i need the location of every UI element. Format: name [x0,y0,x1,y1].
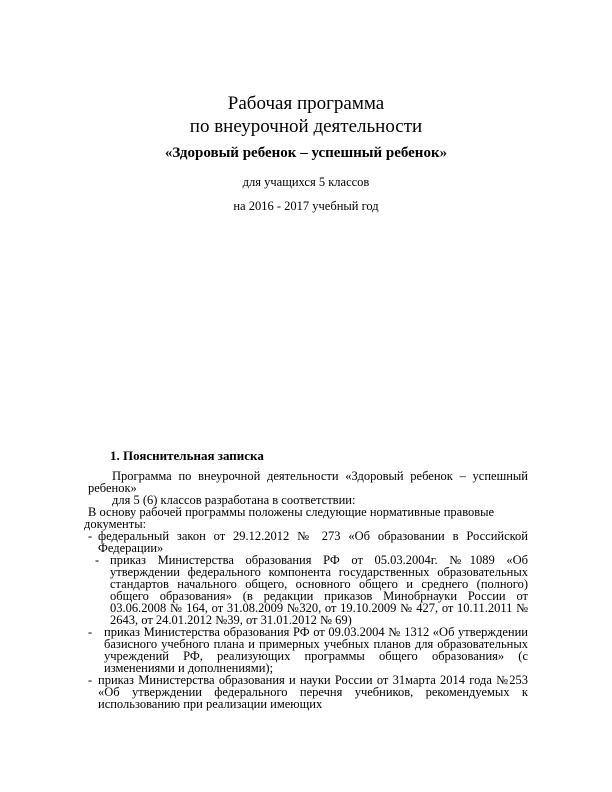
intro-paragraph: Программа по внеурочной деятельности «Здоровый ребенок – успешный ребенок» [88,469,528,495]
list-item [88,530,528,554]
document-title-line-1: Рабочая программа [227,93,385,114]
list-item-text: приказ Министерства образования РФ от 09.03.2004 № 1312 «Об утверждении базисного учебного плана и примерных учебных планов для образовательных учреждений РФ, реализующих программы общего образования» (с изменениями и дополнениями); [104,625,528,675]
list-dash: - [88,529,93,543]
list-item [88,674,528,710]
target-audience: для учащихся 5 классов [242,175,370,189]
academic-year: на 2016 - 2017 учебный год [233,199,379,213]
list-dash: - [95,553,100,567]
document-title-line-2: по внеурочной деятельности [189,116,423,137]
title-block [0,92,612,214]
list-dash: - [88,625,93,639]
list-item-text: приказ Министерства образования и науки России от 31марта 2014 года №253 «Об утверждении федерального перечня учебников, рекомендуемых к использованию при реализации имеющих [98,673,528,711]
section-heading: 1. Пояснительная записка [110,448,264,463]
classes-paragraph: для 5 (6) классов разработана в соответствии: [112,493,356,507]
list-dash: - [88,673,93,687]
list-item-text: федеральный закон от 29.12.2012 № 273 «Об образовании в Российской Федерации» [98,529,528,555]
program-name: «Здоровый ребенок – успешный ребенок» [164,145,448,161]
list-item-text: приказ Министерства образования РФ от 05.03.2004г. №1089 «Об утверждении федерального компонента государственных образовательных стандартов начального общего, основного общего и среднего (полного) общего образования» (в редакции приказов Минобрнауки России от 03.06.2008 № 164, от 31.08.2009 №320, от 19.10.2009 № 427, от 10.11.2011 № 2643, от 24.01.2012 №39, от 31.01.2012 № 69) [110,553,528,627]
list-item [88,626,528,674]
list-item [88,554,528,626]
explanatory-note-section [84,448,528,711]
basis-paragraph: В основу рабочей программы положены следующие нормативные правовые документы: [84,505,495,531]
